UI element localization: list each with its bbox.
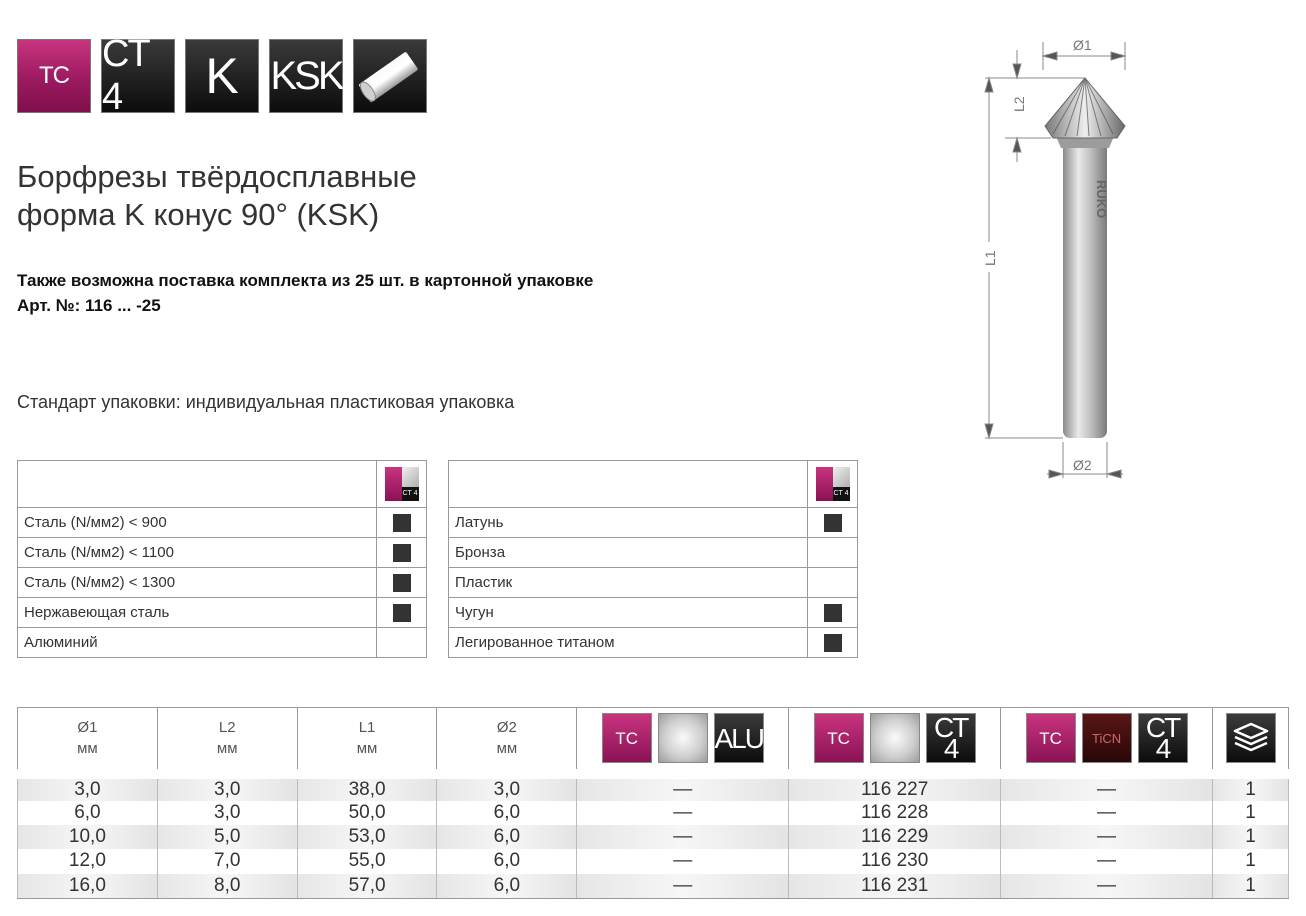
tc-ct4-mini-badge: CT 4	[385, 467, 419, 501]
header-l2: L2 мм	[157, 708, 297, 774]
article-number: 116 229	[789, 825, 1001, 849]
alu-badge: ALU	[714, 713, 764, 763]
article-table	[17, 707, 1289, 899]
suitable-marker	[824, 634, 842, 652]
header-pack-qty	[1213, 708, 1289, 774]
ticn-coating-badge: TiCN	[1082, 713, 1132, 763]
material-row: Пластик	[449, 568, 858, 598]
rod-shank-icon	[353, 39, 427, 113]
dim-l1-label: L1	[982, 250, 998, 266]
article-number: 116 231	[789, 874, 1001, 898]
ct4-badge: CT 4	[926, 713, 976, 763]
table-row: 3,0 3,0 38,0 3,0 — 116 227 — 1	[18, 774, 1289, 801]
header-ct4-variant	[789, 708, 1001, 774]
material-row: Сталь (N/мм2) < 1100	[18, 538, 427, 568]
table-row: 6,0 3,0 50,0 6,0 — 116 228 — 1	[18, 801, 1289, 825]
ct4-badge: CT 4	[101, 39, 175, 113]
header-l1: L1 мм	[297, 708, 437, 774]
material-row: Легированное титаном	[449, 628, 858, 658]
note-line-1: Также возможна поставка комплекта из 25 шт. в картонной упаковке	[17, 271, 594, 290]
article-number: 116 228	[789, 801, 1001, 825]
k-shape-badge: K	[185, 39, 259, 113]
material-header-cell	[449, 461, 808, 508]
material-row: Нержавеющая сталь	[18, 598, 427, 628]
tc-badge: TC	[602, 713, 652, 763]
empty-marker	[808, 538, 858, 568]
burr-dimension-drawing	[975, 30, 1145, 490]
page-title	[17, 158, 417, 234]
note-article-number: Арт. №: 116 ... -25	[17, 296, 161, 315]
material-header-cell	[18, 461, 377, 508]
suitable-marker	[824, 514, 842, 532]
suitable-marker	[393, 544, 411, 562]
brand-engraving: RUKO	[1094, 180, 1109, 219]
article-number: 116 227	[789, 774, 1001, 801]
header-d1: Ø1 мм	[18, 708, 158, 774]
cone-head	[1045, 78, 1125, 138]
article-number: 116 230	[789, 849, 1001, 873]
tc-badge: TC	[17, 39, 91, 113]
suitable-marker	[393, 514, 411, 532]
uncoated-finish-icon	[658, 713, 708, 763]
material-header-badge	[808, 461, 858, 508]
ksk-badge: KSK	[269, 39, 343, 113]
material-row: Бронза	[449, 538, 858, 568]
material-row: Латунь	[449, 508, 858, 538]
dim-l2-label: L2	[1011, 96, 1027, 112]
material-row: Сталь (N/мм2) < 1300	[18, 568, 427, 598]
ct4-badge: CT 4	[1138, 713, 1188, 763]
material-table-right	[448, 460, 858, 658]
material-row: Сталь (N/мм2) < 900	[18, 508, 427, 538]
material-table-left	[17, 460, 427, 658]
suitable-marker	[393, 604, 411, 622]
tc-ct4-mini-badge: CT 4	[816, 467, 850, 501]
table-row: 12,0 7,0 55,0 6,0 — 116 230 — 1	[18, 849, 1289, 873]
dim-d1-label: Ø1	[1073, 37, 1092, 53]
tc-badge: TC	[1026, 713, 1076, 763]
suitable-marker	[824, 604, 842, 622]
set-availability-note	[17, 268, 593, 318]
tc-badge: TC	[814, 713, 864, 763]
header-d2: Ø2 мм	[437, 708, 577, 774]
suitable-marker	[393, 574, 411, 592]
dim-d2-label: Ø2	[1073, 457, 1092, 473]
package-boxes-icon	[1226, 713, 1276, 763]
packaging-standard: Стандарт упаковки: индивидуальная пластиковая упаковка	[17, 392, 515, 412]
badge-row	[17, 33, 427, 118]
empty-marker	[377, 628, 427, 658]
material-row: Алюминий	[18, 628, 427, 658]
uncoated-finish-icon	[870, 713, 920, 763]
material-header-badge	[377, 461, 427, 508]
header-ticn-variant	[1001, 708, 1213, 774]
table-row: 10,0 5,0 53,0 6,0 — 116 229 — 1	[18, 825, 1289, 849]
table-row: 16,0 8,0 57,0 6,0 — 116 231 — 1	[18, 874, 1289, 898]
title-line-1: Борфрезы твёрдосплавные	[17, 159, 417, 194]
header-alu-variant	[577, 708, 789, 774]
material-row: Чугун	[449, 598, 858, 628]
title-line-2: форма K конус 90° (KSK)	[17, 197, 380, 232]
empty-marker	[808, 568, 858, 598]
